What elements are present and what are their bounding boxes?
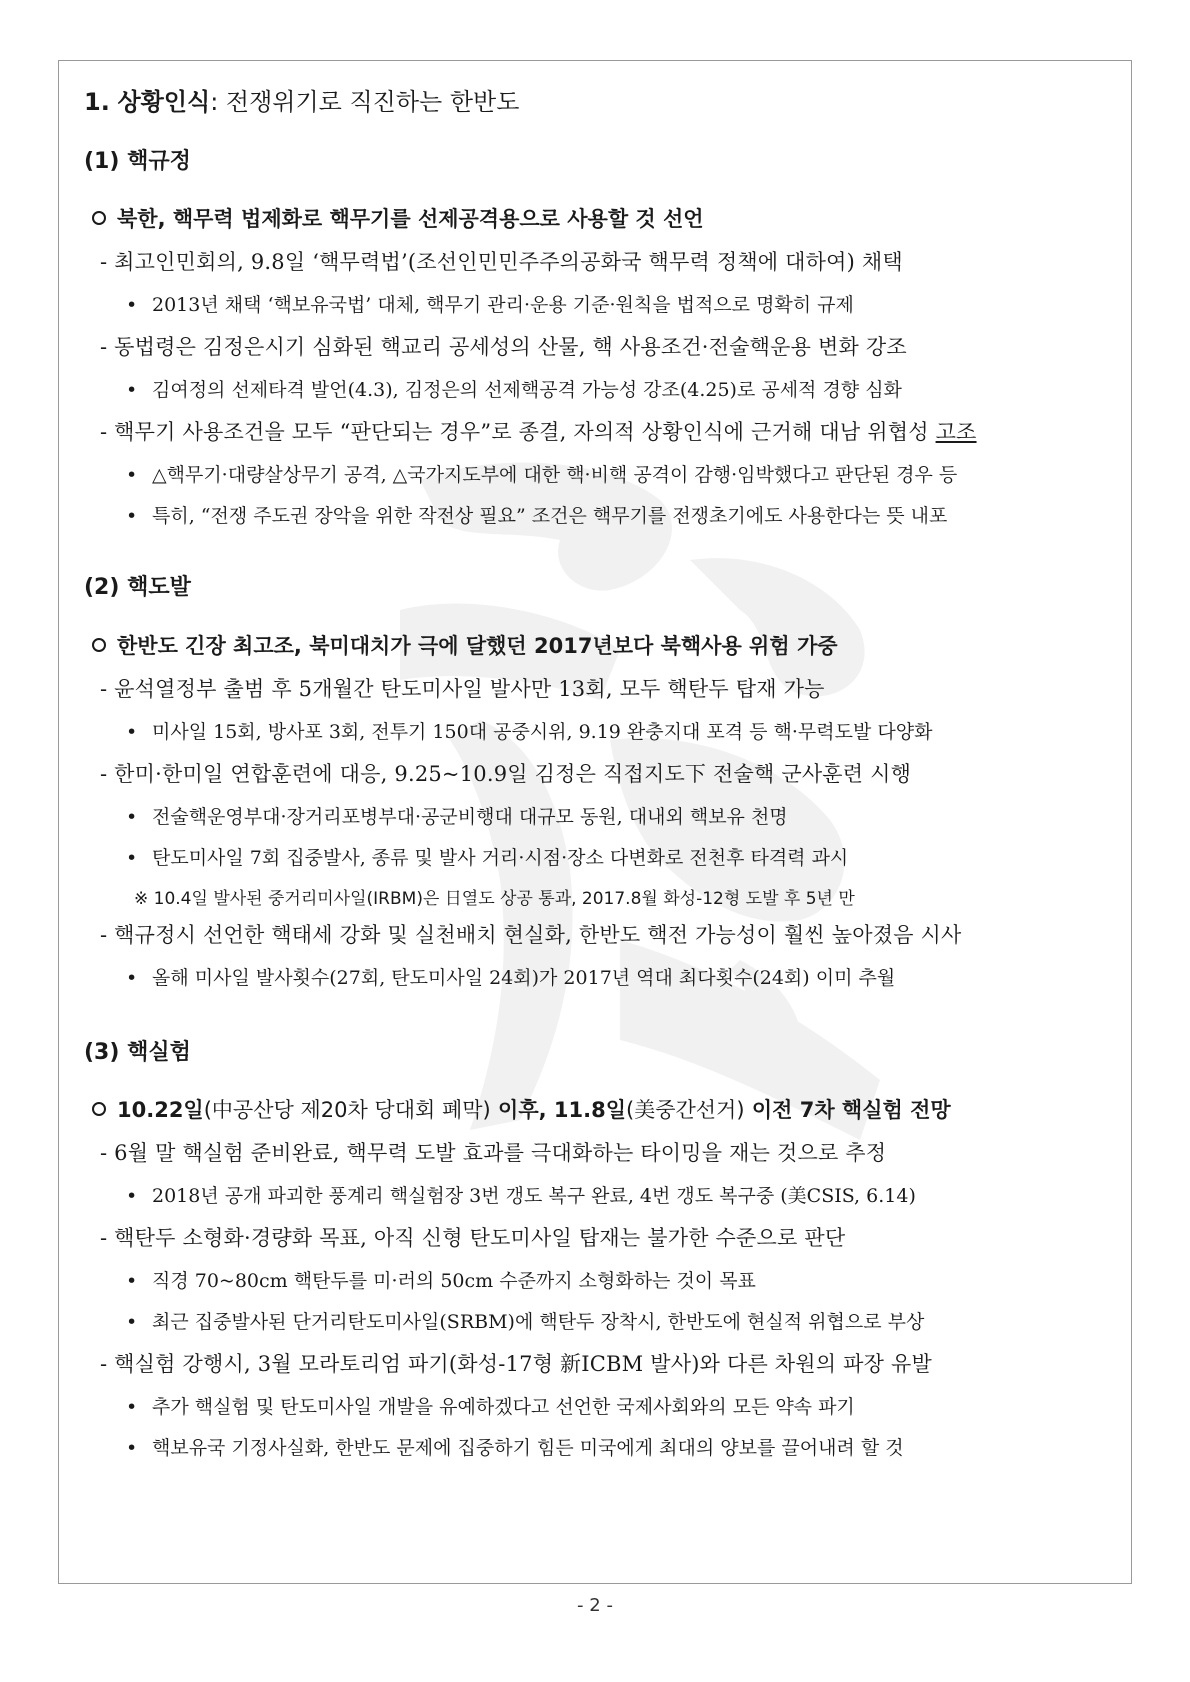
dash-item: - 핵실험 강행시, 3월 모라토리엄 파기(화성-17형 新ICBM 발사)와 다른 차원의 파장 유발 [100,1352,932,1376]
dot-item [126,1307,924,1334]
dot-item-text: 2013년 채택 ‘핵보유국법’ 대체, 핵무기 관리·운용 기준·원칙을 법적으로 명확히 규제 [152,294,854,316]
underlined-text: 고조 [935,420,977,444]
main-point-3-part: (美중간선거) [626,1098,745,1122]
main-point-3-part: 10.22일 [117,1098,204,1122]
circle-bullet-icon [92,211,106,225]
dash-item: - 핵규정시 선언한 핵태세 강화 및 실천배치 현실화, 한반도 핵전 가능성이 훨씬 높아졌음 시사 [100,923,962,947]
dot-item-text: 추가 핵실험 및 탄도미사일 개발을 유예하겠다고 선언한 국제사회와의 모든 약속 파기 [152,1396,855,1418]
section-title [84,82,519,117]
bullet-icon: • [126,1396,138,1418]
dot-item-text: 핵보유국 기정사실화, 한반도 문제에 집중하기 힘든 미국에게 최대의 양보를 끌어내려 할 것 [152,1437,904,1459]
dot-item [126,375,902,402]
section-title-rest: : 전쟁위기로 직진하는 한반도 [210,88,520,116]
section-title-bold: 상황인식 [117,88,211,116]
dot-item-text: 2018년 공개 파괴한 풍계리 핵실험장 3번 갱도 복구 완료, 4번 갱도 복구중 (美CSIS, 6.14) [152,1185,916,1207]
dash-item: - 윤석열정부 출범 후 5개월간 탄도미사일 발사만 13회, 모두 핵탄두 탑재 가능 [100,677,825,701]
dash-item [100,416,977,446]
subsection-heading-3: (3) 핵실험 [84,1040,191,1065]
main-point-3 [92,1094,951,1124]
section-number: 1. [84,88,110,116]
bullet-icon: • [126,847,138,869]
dot-item [126,460,957,487]
bullet-icon: • [126,1311,138,1333]
dash-item: - 6월 말 핵실험 준비완료, 핵무력 도발 효과를 극대화하는 타이밍을 재는 것으로 추정 [100,1141,887,1165]
main-point-2-text: 한반도 긴장 최고조, 북미대치가 극에 달했던 2017년보다 북핵사용 위험 가중 [117,634,838,658]
bullet-icon: • [126,1270,138,1292]
main-point-1-text: 북한, 핵무력 법제화로 핵무기를 선제공격용으로 사용할 것 선언 [117,207,704,231]
circle-bullet-icon [92,638,106,652]
bullet-icon: • [126,379,138,401]
dot-item-text: △핵무기·대량살상무기 공격, △국가지도부에 대한 핵·비핵 공격이 감행·임박했다고 판단된 경우 등 [152,464,958,486]
dot-item-text: 올해 미사일 발사횟수(27회, 탄도미사일 24회)가 2017년 역대 최다횟수(24회) 이미 추월 [152,967,896,989]
circle-bullet-icon [92,1102,106,1116]
main-point-3-part: 이후, 11.8일 [490,1098,626,1122]
bullet-icon: • [126,464,138,486]
bullet-icon: • [126,1185,138,1207]
bullet-icon: • [126,721,138,743]
dot-item [126,290,854,317]
subsection-heading-2: (2) 핵도발 [84,575,191,600]
dash-item-text: - 핵무기 사용조건을 모두 “판단되는 경우”로 종결, 자의적 상황인식에 근거해 대남 위협성 [100,420,936,444]
dash-item: - 동법령은 김정은시기 심화된 핵교리 공세성의 산물, 핵 사용조건·전술핵운용 변화 강조 [100,335,907,359]
dash-item: - 핵탄두 소형화·경량화 목표, 아직 신형 탄도미사일 탑재는 불가한 수준으로 판단 [100,1226,846,1250]
dot-item [126,717,932,744]
bullet-icon: • [126,967,138,989]
main-point-2 [92,630,838,660]
bullet-icon: • [126,294,138,316]
dot-item-text: 전술핵운영부대·장거리포병부대·공군비행대 대규모 동원, 대내외 핵보유 천명 [152,806,788,828]
main-point-3-part: 이전 7차 핵실험 전망 [744,1098,951,1122]
dot-item [126,843,848,870]
page-number: - 2 - [577,1595,613,1616]
dot-item-text: 최근 집중발사된 단거리탄도미사일(SRBM)에 핵탄두 장착시, 한반도에 현실적 위협으로 부상 [152,1311,925,1333]
note-item: ※ 10.4일 발사된 중거리미사일(IRBM)은 日열도 상공 통과, 2017.8월 화성-12형 도발 후 5년 만 [134,889,855,909]
dot-item [126,1266,756,1293]
dot-item-text: 탄도미사일 7회 집중발사, 종류 및 발사 거리·시점·장소 다변화로 전천후 타격력 과시 [152,847,849,869]
dash-item: - 최고인민회의, 9.8일 ‘핵무력법’(조선인민민주주의공화국 핵무력 정책에 대하여) 채택 [100,250,903,274]
dot-item-text: 직경 70~80cm 핵탄두를 미·러의 50cm 수준까지 소형화하는 것이 목표 [152,1270,756,1292]
dot-item-text: 미사일 15회, 방사포 3회, 전투기 150대 공중시위, 9.19 완충지대 포격 등 핵·무력도발 다양화 [152,721,933,743]
main-point-1 [92,203,704,233]
bullet-icon: • [126,505,138,527]
dot-item [126,1181,916,1208]
main-point-3-part: (中공산당 제20차 당대회 폐막) [203,1098,491,1122]
dot-item [126,1392,855,1419]
dot-item [126,963,895,990]
dot-item [126,501,947,528]
bullet-icon: • [126,1437,138,1459]
dash-item: - 한미·한미일 연합훈련에 대응, 9.25~10.9일 김정은 직접지도下 전술핵 군사훈련 시행 [100,762,912,786]
subsection-heading-1: (1) 핵규정 [84,149,191,174]
dot-item-text: 특히, “전쟁 주도권 장악을 위한 작전상 필요” 조건은 핵무기를 전쟁초기에도 사용한다는 뜻 내포 [152,505,948,527]
dot-item [126,802,788,829]
dot-item-text: 김여정의 선제타격 발언(4.3), 김정은의 선제핵공격 가능성 강조(4.25)로 공세적 경향 심화 [152,379,902,401]
bullet-icon: • [126,806,138,828]
dot-item [126,1433,904,1460]
